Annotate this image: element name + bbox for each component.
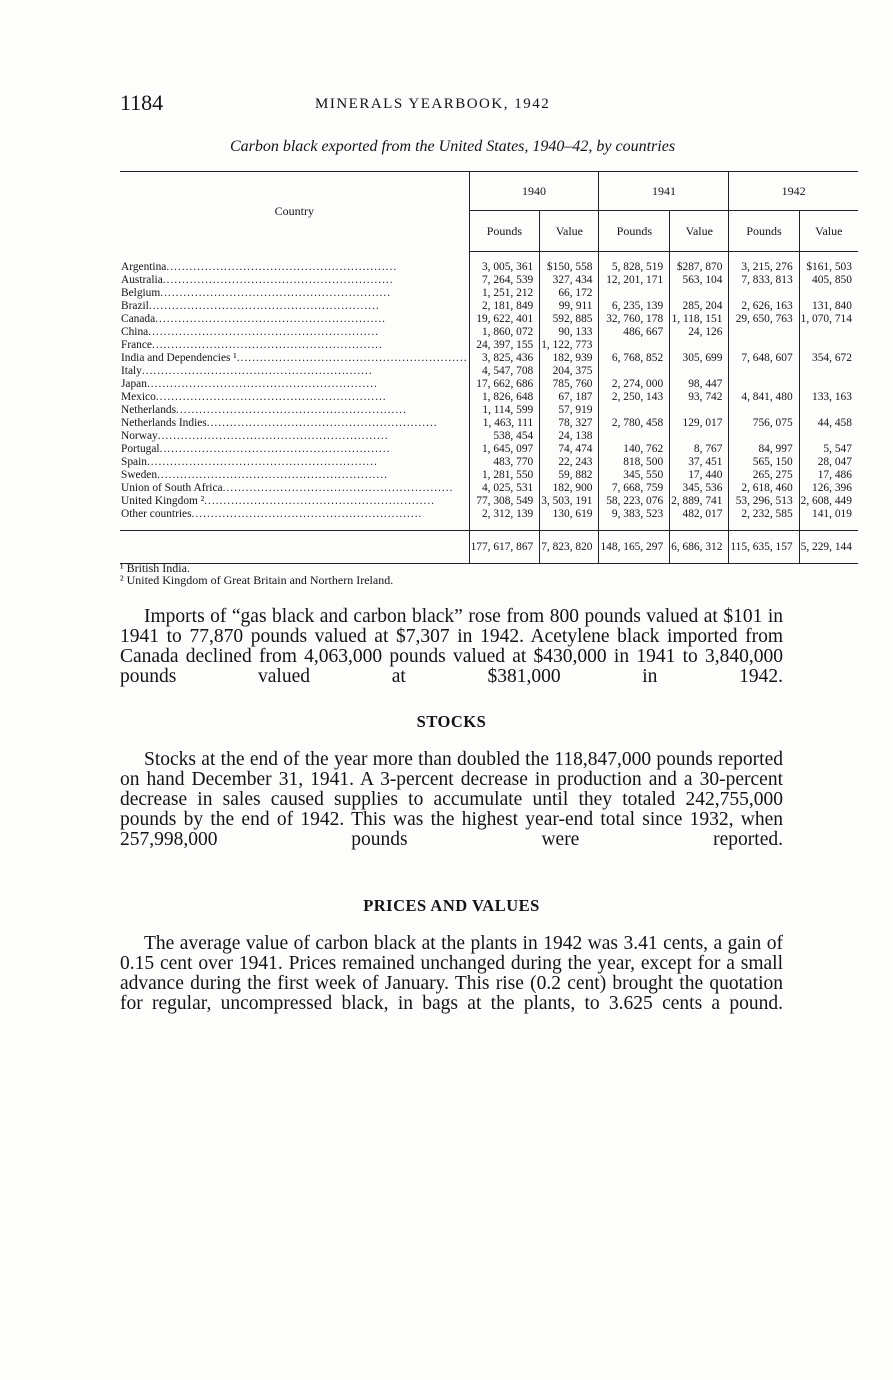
value-cell: 133, 163 <box>812 391 852 403</box>
country-cell: Italy............................................................ <box>120 365 469 378</box>
totals-row <box>120 531 858 564</box>
table-row <box>120 430 858 443</box>
value-cell <box>799 378 858 391</box>
footnote-2: ² United Kingdom of Great Britain and Northern Ireland. <box>120 573 394 587</box>
value-cell: 9, 383, 523 <box>599 508 670 521</box>
totals-label-cell <box>120 531 469 564</box>
value-cell: 32, 760, 178 <box>599 313 670 326</box>
value-cell <box>599 287 670 300</box>
value-cell: 5, 828, 519 <box>599 261 670 274</box>
value-cell: 265, 275 <box>729 469 799 482</box>
running-title: MINERALS YEARBOOK, 1942 <box>315 96 551 112</box>
value-cell: 2, 274, 000 <box>599 378 670 391</box>
value-cell: 592, 885 <box>540 313 599 326</box>
table-caption: Carbon black exported from the United States, 1940–42, by countries <box>229 138 676 155</box>
table-row <box>120 339 858 352</box>
value-cell: 785, 760 <box>540 378 599 391</box>
value-cell: 3, 825, 436 <box>469 352 540 365</box>
country-cell: Brazil............................................................ <box>120 300 469 313</box>
value-cell: 1, 070, 714 <box>800 313 852 325</box>
imports-paragraph: Imports of “gas black and carbon black” rose from 800 pounds valued at $101 in 1941 to 77,870 pounds valued at $7,307 in 1942. Acetylene black imported from Canada declined from 4,063,000 pounds valued at $430,000 in 1941 to 3,840,000 pounds valued at $381,000 in 1942. <box>120 606 783 687</box>
value-cell: 140, 762 <box>599 443 670 456</box>
value-cell: 3, 005, 361 <box>469 261 540 274</box>
footnote-1: ¹ British India. <box>120 561 190 575</box>
value-cell: 17, 662, 686 <box>469 378 540 391</box>
value-cell <box>729 287 799 300</box>
value-cell: 486, 667 <box>599 326 670 339</box>
year-header-1940: 1940 <box>469 172 599 211</box>
value-cell: 37, 451 <box>670 456 729 469</box>
country-cell: Mexico............................................................ <box>120 391 469 404</box>
value-cell: 53, 296, 513 <box>729 495 799 508</box>
subheader-pounds-1940: Pounds <box>469 211 540 252</box>
value-cell: $161, 503 <box>806 261 852 273</box>
value-cell: 565, 150 <box>729 456 799 469</box>
value-cell: 405, 850 <box>812 274 852 286</box>
country-cell: China............................................................ <box>120 326 469 339</box>
value-cell: 99, 911 <box>540 300 599 313</box>
stocks-heading: STOCKS <box>416 712 487 731</box>
value-cell: 22, 243 <box>540 456 599 469</box>
value-cell: 2, 618, 460 <box>729 482 799 495</box>
value-cell <box>599 365 670 378</box>
country-cell: Belgium............................................................ <box>120 287 469 300</box>
value-cell: 1, 118, 151 <box>670 313 729 326</box>
table-row <box>120 456 858 469</box>
table-row <box>120 482 858 495</box>
value-cell <box>670 430 729 443</box>
value-cell <box>799 326 858 339</box>
value-cell: 19, 622, 401 <box>469 313 540 326</box>
subheader-value-1940: Value <box>540 211 599 252</box>
value-cell <box>799 404 858 417</box>
value-cell: 182, 939 <box>540 352 599 365</box>
value-cell: 563, 104 <box>670 274 729 287</box>
country-cell: Union of South Africa............................................................ <box>120 482 469 495</box>
table-row <box>120 287 858 300</box>
value-cell: 3, 215, 276 <box>729 261 799 274</box>
value-cell: 354, 672 <box>812 352 852 364</box>
table-row <box>120 417 858 430</box>
value-cell: 7, 833, 813 <box>729 274 799 287</box>
value-cell: 131, 840 <box>812 300 852 312</box>
value-cell <box>599 430 670 443</box>
table-row <box>120 326 858 339</box>
country-cell: Sweden............................................................ <box>120 469 469 482</box>
country-cell: Japan............................................................ <box>120 378 469 391</box>
value-cell <box>670 287 729 300</box>
value-cell <box>729 365 799 378</box>
value-cell: 345, 536 <box>670 482 729 495</box>
value-cell: 130, 619 <box>540 508 599 521</box>
value-cell: $150, 558 <box>540 261 599 274</box>
value-cell: 2, 626, 163 <box>729 300 799 313</box>
value-cell: 5, 547 <box>823 443 852 455</box>
table-row <box>120 443 858 456</box>
value-cell: 2, 608, 449 <box>800 495 852 507</box>
value-cell: 305, 699 <box>670 352 729 365</box>
country-cell: France............................................................ <box>120 339 469 352</box>
value-cell: 1, 122, 773 <box>540 339 599 352</box>
value-cell: 90, 133 <box>540 326 599 339</box>
value-cell: 98, 447 <box>670 378 729 391</box>
country-cell: India and Dependencies ¹............................................................ <box>121 352 468 364</box>
total-cell: 115, 635, 157 <box>729 531 799 564</box>
total-cell: 6, 686, 312 <box>670 531 729 564</box>
value-cell: 1, 826, 648 <box>469 391 540 404</box>
value-cell <box>799 430 858 443</box>
table-row <box>120 495 858 508</box>
value-cell: 7, 264, 539 <box>469 274 540 287</box>
value-cell: 483, 770 <box>469 456 540 469</box>
country-cell: United Kingdom ²............................................................ <box>120 495 469 508</box>
value-cell: 8, 767 <box>670 443 729 456</box>
total-cell: 148, 165, 297 <box>599 531 670 564</box>
value-cell: 24, 126 <box>670 326 729 339</box>
value-cell: 44, 458 <box>817 417 852 429</box>
country-cell: Australia............................................................ <box>120 274 469 287</box>
country-cell: Other countries............................................................ <box>120 508 469 521</box>
value-cell: 2, 312, 139 <box>469 508 540 521</box>
table-row <box>120 404 858 417</box>
subheader-pounds-1942: Pounds <box>729 211 799 252</box>
table-row <box>120 365 858 378</box>
total-cell: 177, 617, 867 <box>469 531 540 564</box>
value-cell: 204, 375 <box>540 365 599 378</box>
table-row <box>120 313 858 326</box>
exports-table <box>120 171 858 564</box>
prices-heading: PRICES AND VALUES <box>363 896 540 915</box>
page-number: 1184 <box>120 90 164 115</box>
total-cell: 5, 229, 144 <box>799 531 858 564</box>
country-cell: Argentina............................................................ <box>120 261 469 274</box>
value-cell: 7, 668, 759 <box>599 482 670 495</box>
value-cell: 1, 251, 212 <box>469 287 540 300</box>
value-cell <box>729 339 799 352</box>
subheader-value-1941: Value <box>670 211 729 252</box>
table-row <box>120 508 858 521</box>
value-cell: 482, 017 <box>670 508 729 521</box>
page-header <box>120 90 785 118</box>
value-cell: 4, 547, 708 <box>469 365 540 378</box>
footnotes <box>120 562 393 586</box>
value-cell: 78, 327 <box>540 417 599 430</box>
value-cell: 4, 841, 480 <box>729 391 799 404</box>
value-cell <box>729 404 799 417</box>
subheader-pounds-1941: Pounds <box>599 211 670 252</box>
value-cell: 4, 025, 531 <box>469 482 540 495</box>
value-cell: 538, 454 <box>469 430 540 443</box>
value-cell: 1, 281, 550 <box>469 469 540 482</box>
value-cell <box>599 404 670 417</box>
value-cell: 7, 648, 607 <box>729 352 799 365</box>
value-cell: 57, 919 <box>540 404 599 417</box>
value-cell: 345, 550 <box>599 469 670 482</box>
value-cell: 285, 204 <box>670 300 729 313</box>
value-cell: 6, 768, 852 <box>599 352 670 365</box>
country-column-header: Country <box>120 172 469 252</box>
country-cell: Portugal............................................................ <box>120 443 469 456</box>
value-cell: 84, 997 <box>729 443 799 456</box>
year-header-1942: 1942 <box>729 172 858 211</box>
value-cell: 2, 181, 849 <box>469 300 540 313</box>
value-cell <box>670 365 729 378</box>
value-cell: 17, 486 <box>817 469 852 481</box>
total-cell: 7, 823, 820 <box>540 531 599 564</box>
value-cell: 2, 780, 458 <box>599 417 670 430</box>
value-cell: 29, 650, 763 <box>729 313 799 326</box>
value-cell <box>729 430 799 443</box>
table-row <box>120 469 858 482</box>
value-cell <box>670 404 729 417</box>
table-row <box>120 300 858 313</box>
prices-paragraph: The average value of carbon black at the plants in 1942 was 3.41 cents, a gain of 0.15 cent over 1941. Prices remained unchanged during the year, except for a small advance during the first week of January. This rise (0.2 cent) brought the quotation for regular, uncompressed black, in bags at the plants, to 3.625 cents a pound. <box>120 933 783 1014</box>
value-cell: $287, 870 <box>670 261 729 274</box>
year-header-1941: 1941 <box>599 172 729 211</box>
value-cell: 28, 047 <box>817 456 852 468</box>
value-cell <box>670 339 729 352</box>
value-cell: 24, 138 <box>540 430 599 443</box>
value-cell: 756, 075 <box>729 417 799 430</box>
stocks-paragraph: Stocks at the end of the year more than doubled the 118,847,000 pounds reported on hand December 31, 1941. A 3-percent decrease in production and a 30-percent decrease in sales caused supplies to accumulate until they totaled 242,755,000 pounds by the end of 1942. This was the highest year-end total since 1932, when 257,998,000 pounds were reported. <box>120 749 783 850</box>
value-cell: 1, 860, 072 <box>469 326 540 339</box>
value-cell: 182, 900 <box>540 482 599 495</box>
value-cell: 93, 742 <box>670 391 729 404</box>
value-cell: 58, 223, 076 <box>599 495 670 508</box>
value-cell <box>729 378 799 391</box>
value-cell: 12, 201, 171 <box>599 274 670 287</box>
table-row <box>120 391 858 404</box>
value-cell: 66, 172 <box>540 287 599 300</box>
value-cell: 141, 019 <box>812 508 852 520</box>
country-cell: Norway............................................................ <box>120 430 469 443</box>
value-cell: 77, 308, 549 <box>469 495 540 508</box>
country-cell: Netherlands............................................................ <box>120 404 469 417</box>
value-cell: 1, 463, 111 <box>469 417 540 430</box>
value-cell: 67, 187 <box>540 391 599 404</box>
value-cell <box>599 339 670 352</box>
value-cell: 74, 474 <box>540 443 599 456</box>
table-body <box>120 252 858 564</box>
value-cell: 3, 503, 191 <box>540 495 599 508</box>
subheader-value-1942: Value <box>799 211 858 252</box>
country-cell: Netherlands Indies............................................................ <box>120 417 469 430</box>
value-cell: 59, 882 <box>540 469 599 482</box>
value-cell: 17, 440 <box>670 469 729 482</box>
country-cell: Canada............................................................ <box>120 313 469 326</box>
value-cell <box>729 326 799 339</box>
value-cell <box>799 365 858 378</box>
table-row <box>120 261 858 274</box>
value-cell: 2, 889, 741 <box>670 495 729 508</box>
value-cell: 1, 645, 097 <box>469 443 540 456</box>
value-cell: 818, 500 <box>599 456 670 469</box>
value-cell <box>799 339 858 352</box>
value-cell <box>799 287 858 300</box>
table-row <box>120 274 858 287</box>
value-cell: 129, 017 <box>670 417 729 430</box>
value-cell: 327, 434 <box>540 274 599 287</box>
table-row <box>120 352 858 365</box>
value-cell: 1, 114, 599 <box>469 404 540 417</box>
value-cell: 126, 396 <box>812 482 852 494</box>
country-cell: Spain............................................................ <box>120 456 469 469</box>
value-cell: 24, 397, 155 <box>469 339 540 352</box>
value-cell: 2, 232, 585 <box>729 508 799 521</box>
value-cell: 6, 235, 139 <box>599 300 670 313</box>
value-cell: 2, 250, 143 <box>599 391 670 404</box>
table-row <box>120 378 858 391</box>
